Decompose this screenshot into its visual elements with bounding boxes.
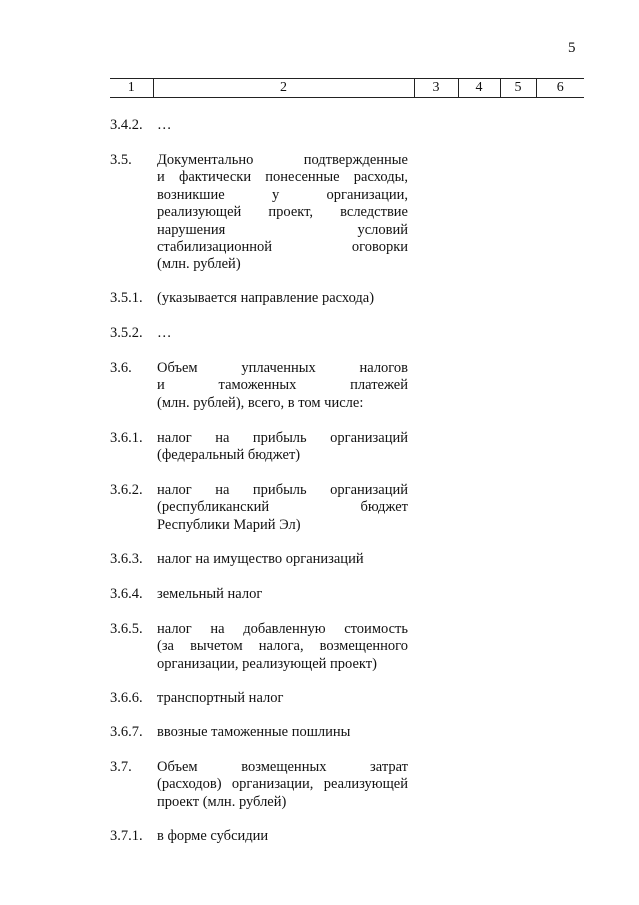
item-text [157, 690, 408, 707]
column-header-row [110, 79, 584, 98]
item-text-line: и таможенных платежей [157, 377, 408, 394]
column-header-1: 1 [110, 79, 153, 98]
item-text-line: Объем возмещенных затрат [157, 759, 408, 775]
item-text-line: транспортный налог [157, 690, 284, 706]
item-text [157, 430, 408, 465]
item-text-line: (республиканский бюджет [157, 499, 408, 516]
item-text [157, 152, 408, 274]
item-number: 3.5.1. [110, 290, 143, 306]
item-number: 3.4.2. [110, 117, 143, 133]
item-text-line: … [157, 325, 172, 341]
item-text-line: и фактически понесенные расходы, [157, 169, 408, 186]
item-text-line: стабилизационной оговорки [157, 239, 408, 256]
item-number: 3.6.2. [110, 482, 143, 498]
item-number: 3.6. [110, 360, 132, 376]
item-text-line: налог на прибыль организаций [157, 482, 408, 498]
column-header-table [110, 78, 584, 98]
item-text-line: ввозные таможенные пошлины [157, 724, 351, 740]
item-text [157, 290, 408, 307]
item-text [157, 325, 408, 342]
column-header-4: 4 [458, 79, 500, 98]
item-text-line: земельный налог [157, 586, 263, 602]
item-text-line: (указывается направление расхода) [157, 290, 375, 306]
item-text-line: Документально подтвержденные [157, 152, 408, 168]
item-number: 3.6.1. [110, 430, 143, 446]
item-number: 3.7. [110, 759, 132, 775]
item-text-line: Республики Марий Эл) [157, 516, 301, 533]
item-text [157, 759, 408, 811]
item-text-line: проект (млн. рублей) [157, 793, 287, 810]
item-text-line: налог на прибыль организаций [157, 430, 408, 446]
item-number: 3.6.7. [110, 724, 143, 740]
item-text-line: (расходов) организации, реализующей [157, 776, 408, 793]
item-text [157, 621, 408, 673]
item-number: 3.7.1. [110, 828, 143, 844]
page-number: 5 [568, 40, 576, 56]
column-header-3: 3 [414, 79, 458, 98]
item-number: 3.6.6. [110, 690, 143, 706]
item-number: 3.5. [110, 152, 132, 168]
item-text-line: налог на имущество организаций [157, 551, 364, 567]
item-text-line: Объем уплаченных налогов [157, 360, 408, 376]
item-number: 3.5.2. [110, 325, 143, 341]
item-text-line: возникшие у организации, [157, 186, 408, 203]
item-text-line: (за вычетом налога, возмещенного [157, 638, 408, 655]
column-header-6: 6 [536, 79, 584, 98]
item-text [157, 482, 408, 534]
item-text-line: в форме субсидии [157, 828, 269, 844]
item-text-line: (млн. рублей) [157, 256, 241, 273]
item-text-line: реализующей проект, вследствие [157, 204, 408, 221]
item-text [157, 828, 408, 845]
item-text-line: (федеральный бюджет) [157, 447, 301, 464]
column-header-2: 2 [153, 79, 414, 98]
item-text [157, 360, 408, 412]
item-text-line: налог на добавленную стоимость [157, 621, 408, 637]
item-text [157, 551, 408, 568]
item-text-line: … [157, 117, 172, 133]
item-number: 3.6.3. [110, 551, 143, 567]
item-number: 3.6.5. [110, 621, 143, 637]
item-text [157, 117, 408, 134]
item-text-line: организации, реализующей проект) [157, 655, 377, 672]
item-text-line: нарушения условий [157, 221, 408, 238]
column-header-5: 5 [500, 79, 536, 98]
item-text [157, 586, 408, 603]
item-number: 3.6.4. [110, 586, 143, 602]
item-text-line: (млн. рублей), всего, в том числе: [157, 394, 364, 411]
item-text [157, 724, 408, 741]
